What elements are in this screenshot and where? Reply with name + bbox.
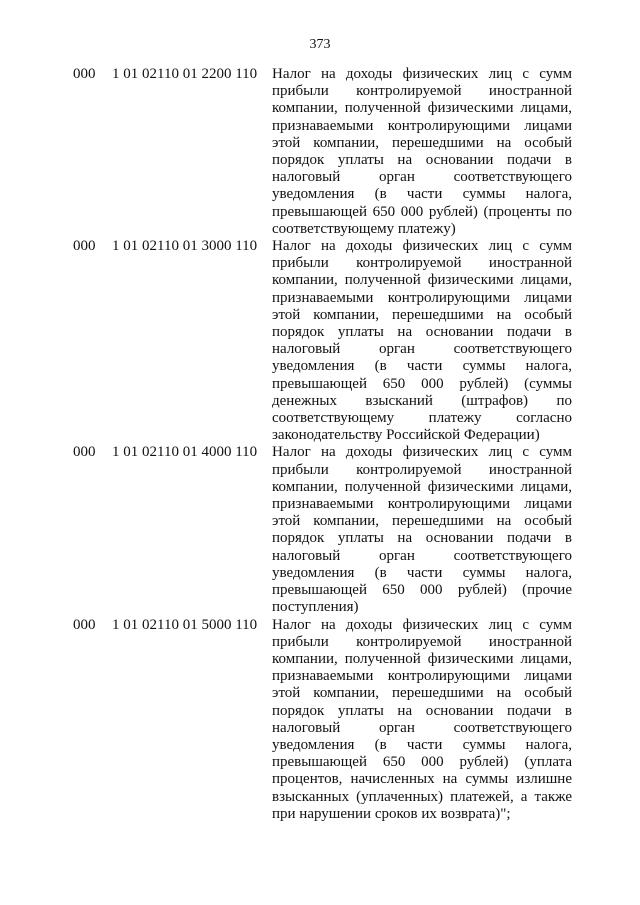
description-line: признаваемыми контролирующими лицами [272,289,572,306]
description-line: признаваемыми контролирующими лицами [272,668,572,685]
classification-entry [0,66,640,238]
description-line: признаваемыми контролирующими лицами [272,117,572,134]
description-line: прибыли контролируемой иностранной [272,633,572,650]
description-line: налоговый орган соответствующего [272,719,572,736]
description-line: налоговый орган соответствующего [272,547,572,564]
description-line: прибыли контролируемой иностранной [272,461,572,478]
description-line: уведомления (в части суммы налога, [272,564,572,581]
description-line: превышающей 650 000 рублей) (прочие [272,582,572,599]
description-line: порядок уплаты на основании подачи в [272,324,572,341]
description-line: Налог на доходы физических лиц с сумм [272,66,572,82]
description-line: этой компании, перешедшими на особый [272,306,572,323]
administrator-code: 000 [73,66,96,82]
description-line: уведомления (в части суммы налога, [272,358,572,375]
description-line: этой компании, перешедшими на особый [272,134,572,151]
description-line: Налог на доходы физических лиц с сумм [272,616,572,633]
description-line: превышающей 650 000 рублей) (уплата [272,754,572,771]
description-line: поступления) [272,599,359,616]
description-line: этой компании, перешедшими на особый [272,685,572,702]
description-line: уведомления (в части суммы налога, [272,186,572,203]
description-line: порядок уплаты на основании подачи в [272,152,572,169]
description-line: налоговый орган соответствующего [272,341,572,358]
administrator-code: 000 [73,444,96,461]
description-line: превышающей 650 000 рублей) (суммы [272,375,572,392]
description-line: компании, полученной физическими лицами, [272,478,572,495]
administrator-code: 000 [73,238,96,255]
description-line: прибыли контролируемой иностранной [272,255,572,272]
description-line: процентов, начисленных на суммы излишне [272,771,572,788]
classification-entry [0,617,640,823]
description-line: превышающей 650 000 рублей) (проценты по [272,203,572,220]
page-number: 373 [309,37,331,52]
description-line: при нарушении сроков их возврата)"; [272,805,511,822]
description-line: прибыли контролируемой иностранной [272,83,572,100]
description-line: законодательству Российской Федерации) [272,427,540,444]
description-line: соответствующему платежу согласно [272,410,572,427]
budget-classification-code: 1 01 02110 01 2200 110 [112,66,258,82]
budget-classification-code: 1 01 02110 01 4000 110 [112,444,258,461]
description-line: уведомления (в части суммы налога, [272,736,572,753]
description-line: порядок уплаты на основании подачи в [272,530,572,547]
revenue-description [272,617,572,823]
description-line: соответствующему платежу) [272,220,456,237]
description-line: денежных взысканий (штрафов) по [272,392,572,409]
description-line: компании, полученной физическими лицами, [272,100,572,117]
description-line: порядок уплаты на основании подачи в [272,702,572,719]
budget-classification-code: 1 01 02110 01 5000 110 [112,616,258,633]
description-line: признаваемыми контролирующими лицами [272,496,572,513]
description-line: этой компании, перешедшими на особый [272,513,572,530]
description-line: Налог на доходы физических лиц с сумм [272,238,572,255]
description-line: налоговый орган соответствующего [272,169,572,186]
description-line: Налог на доходы физических лиц с сумм [272,444,572,461]
revenue-description [272,66,572,238]
description-line: компании, полученной физическими лицами, [272,272,572,289]
administrator-code: 000 [73,616,96,633]
budget-classification-list [0,66,640,823]
description-line: компании, полученной физическими лицами, [272,650,572,667]
budget-classification-code: 1 01 02110 01 3000 110 [112,238,258,255]
revenue-description [272,444,572,616]
description-line: взысканных (уплаченных) платежей, а также [272,788,572,805]
classification-entry [0,444,640,616]
revenue-description [272,238,572,444]
classification-entry [0,238,640,444]
